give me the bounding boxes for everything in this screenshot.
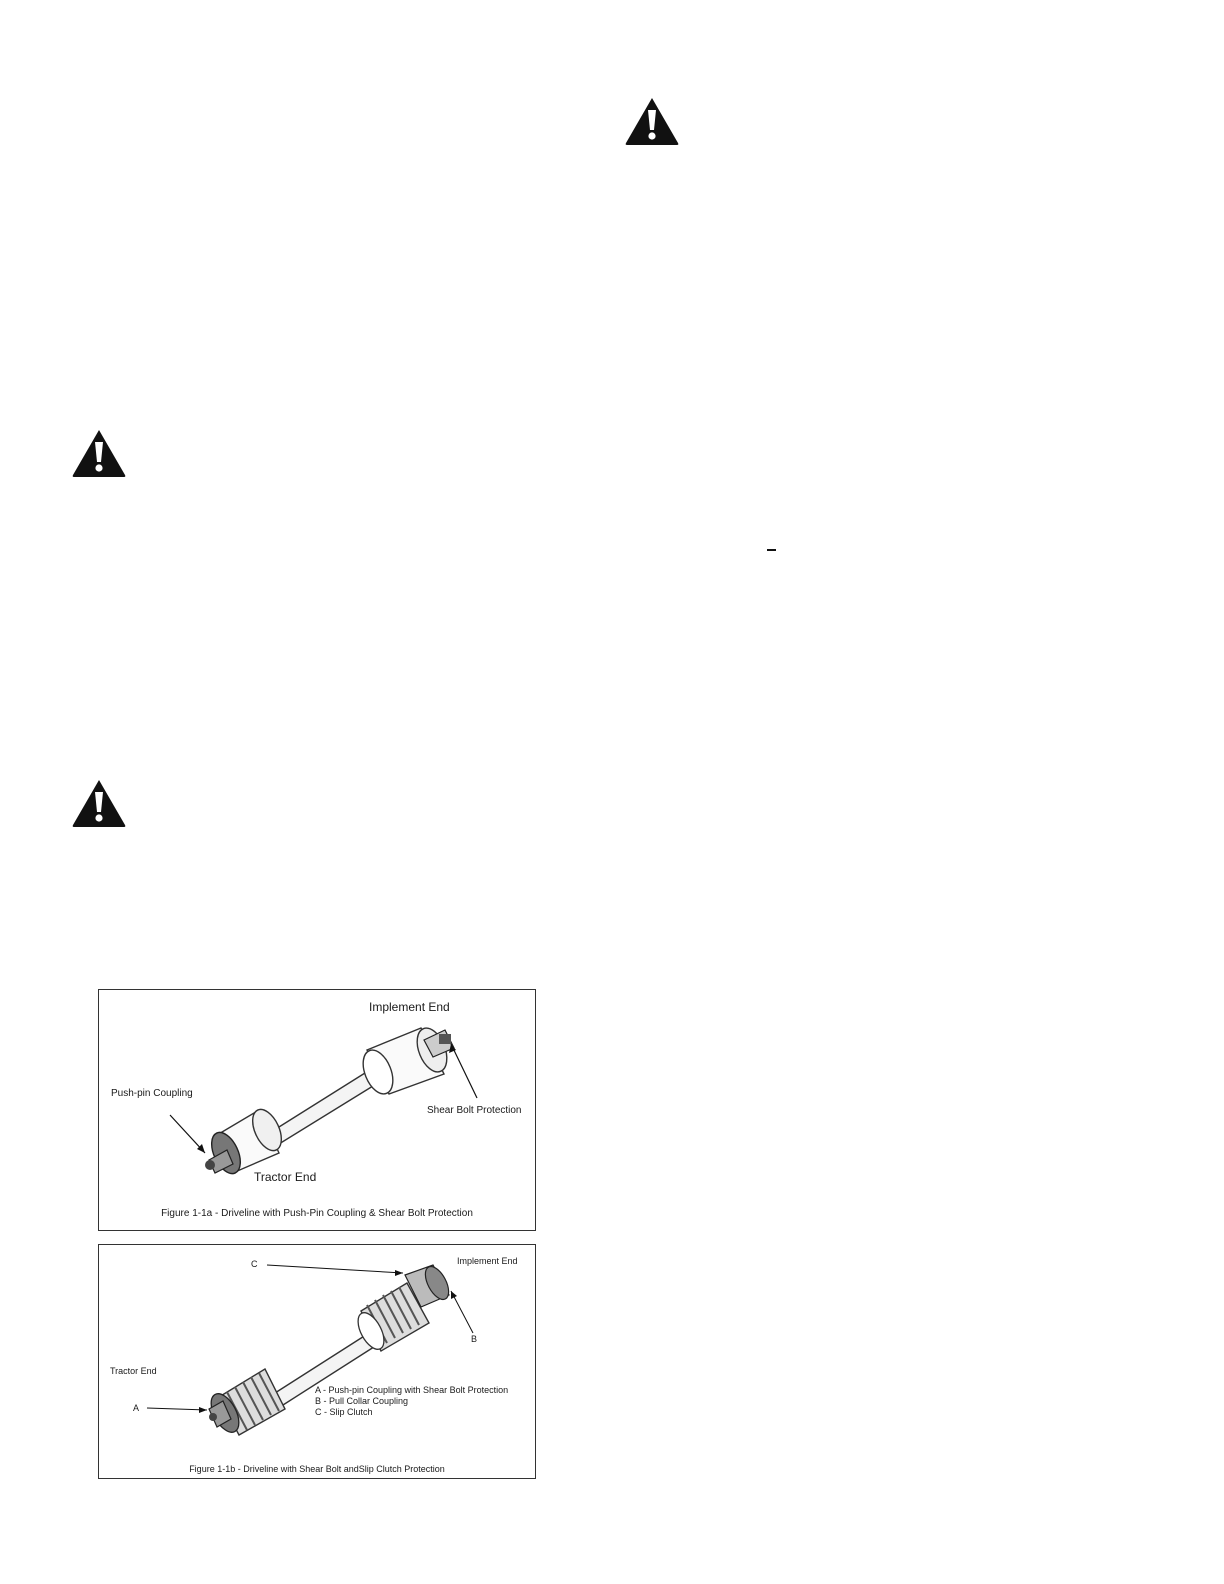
driveline-drawing xyxy=(99,1245,535,1478)
figure-caption: Figure 1-1b - Driveline with Shear Bolt andSlip Clutch Protection xyxy=(189,1464,445,1474)
tractor-end-label: Tractor End xyxy=(254,1170,317,1184)
legend-item: B - Pull Collar Coupling xyxy=(315,1396,409,1406)
figure-1-1a xyxy=(98,989,536,1231)
shear-bolt-protection-label: Shear Bolt Protection xyxy=(427,1105,522,1116)
text-underscore-mark xyxy=(767,549,776,551)
legend-item: C - Slip Clutch xyxy=(315,1407,373,1417)
warning-triangle-icon xyxy=(71,778,127,828)
implement-end-label: Implement End xyxy=(457,1256,518,1266)
callout-b-label: B xyxy=(471,1334,478,1344)
warning-triangle-icon xyxy=(71,428,127,478)
legend-item: A - Push-pin Coupling with Shear Bolt Protection xyxy=(315,1385,509,1395)
warning-triangle-icon xyxy=(624,96,680,146)
implement-end-label: Implement End xyxy=(369,1000,450,1014)
push-pin-coupling-label: Push-pin Coupling xyxy=(111,1088,193,1099)
callout-c-label: C xyxy=(251,1259,258,1269)
callout-a-label: A xyxy=(133,1403,140,1413)
tractor-end-label: Tractor End xyxy=(110,1366,157,1376)
figure-1-1b xyxy=(98,1244,536,1479)
figure-caption: Figure 1-1a - Driveline with Push-Pin Coupling & Shear Bolt Protection xyxy=(161,1208,473,1219)
